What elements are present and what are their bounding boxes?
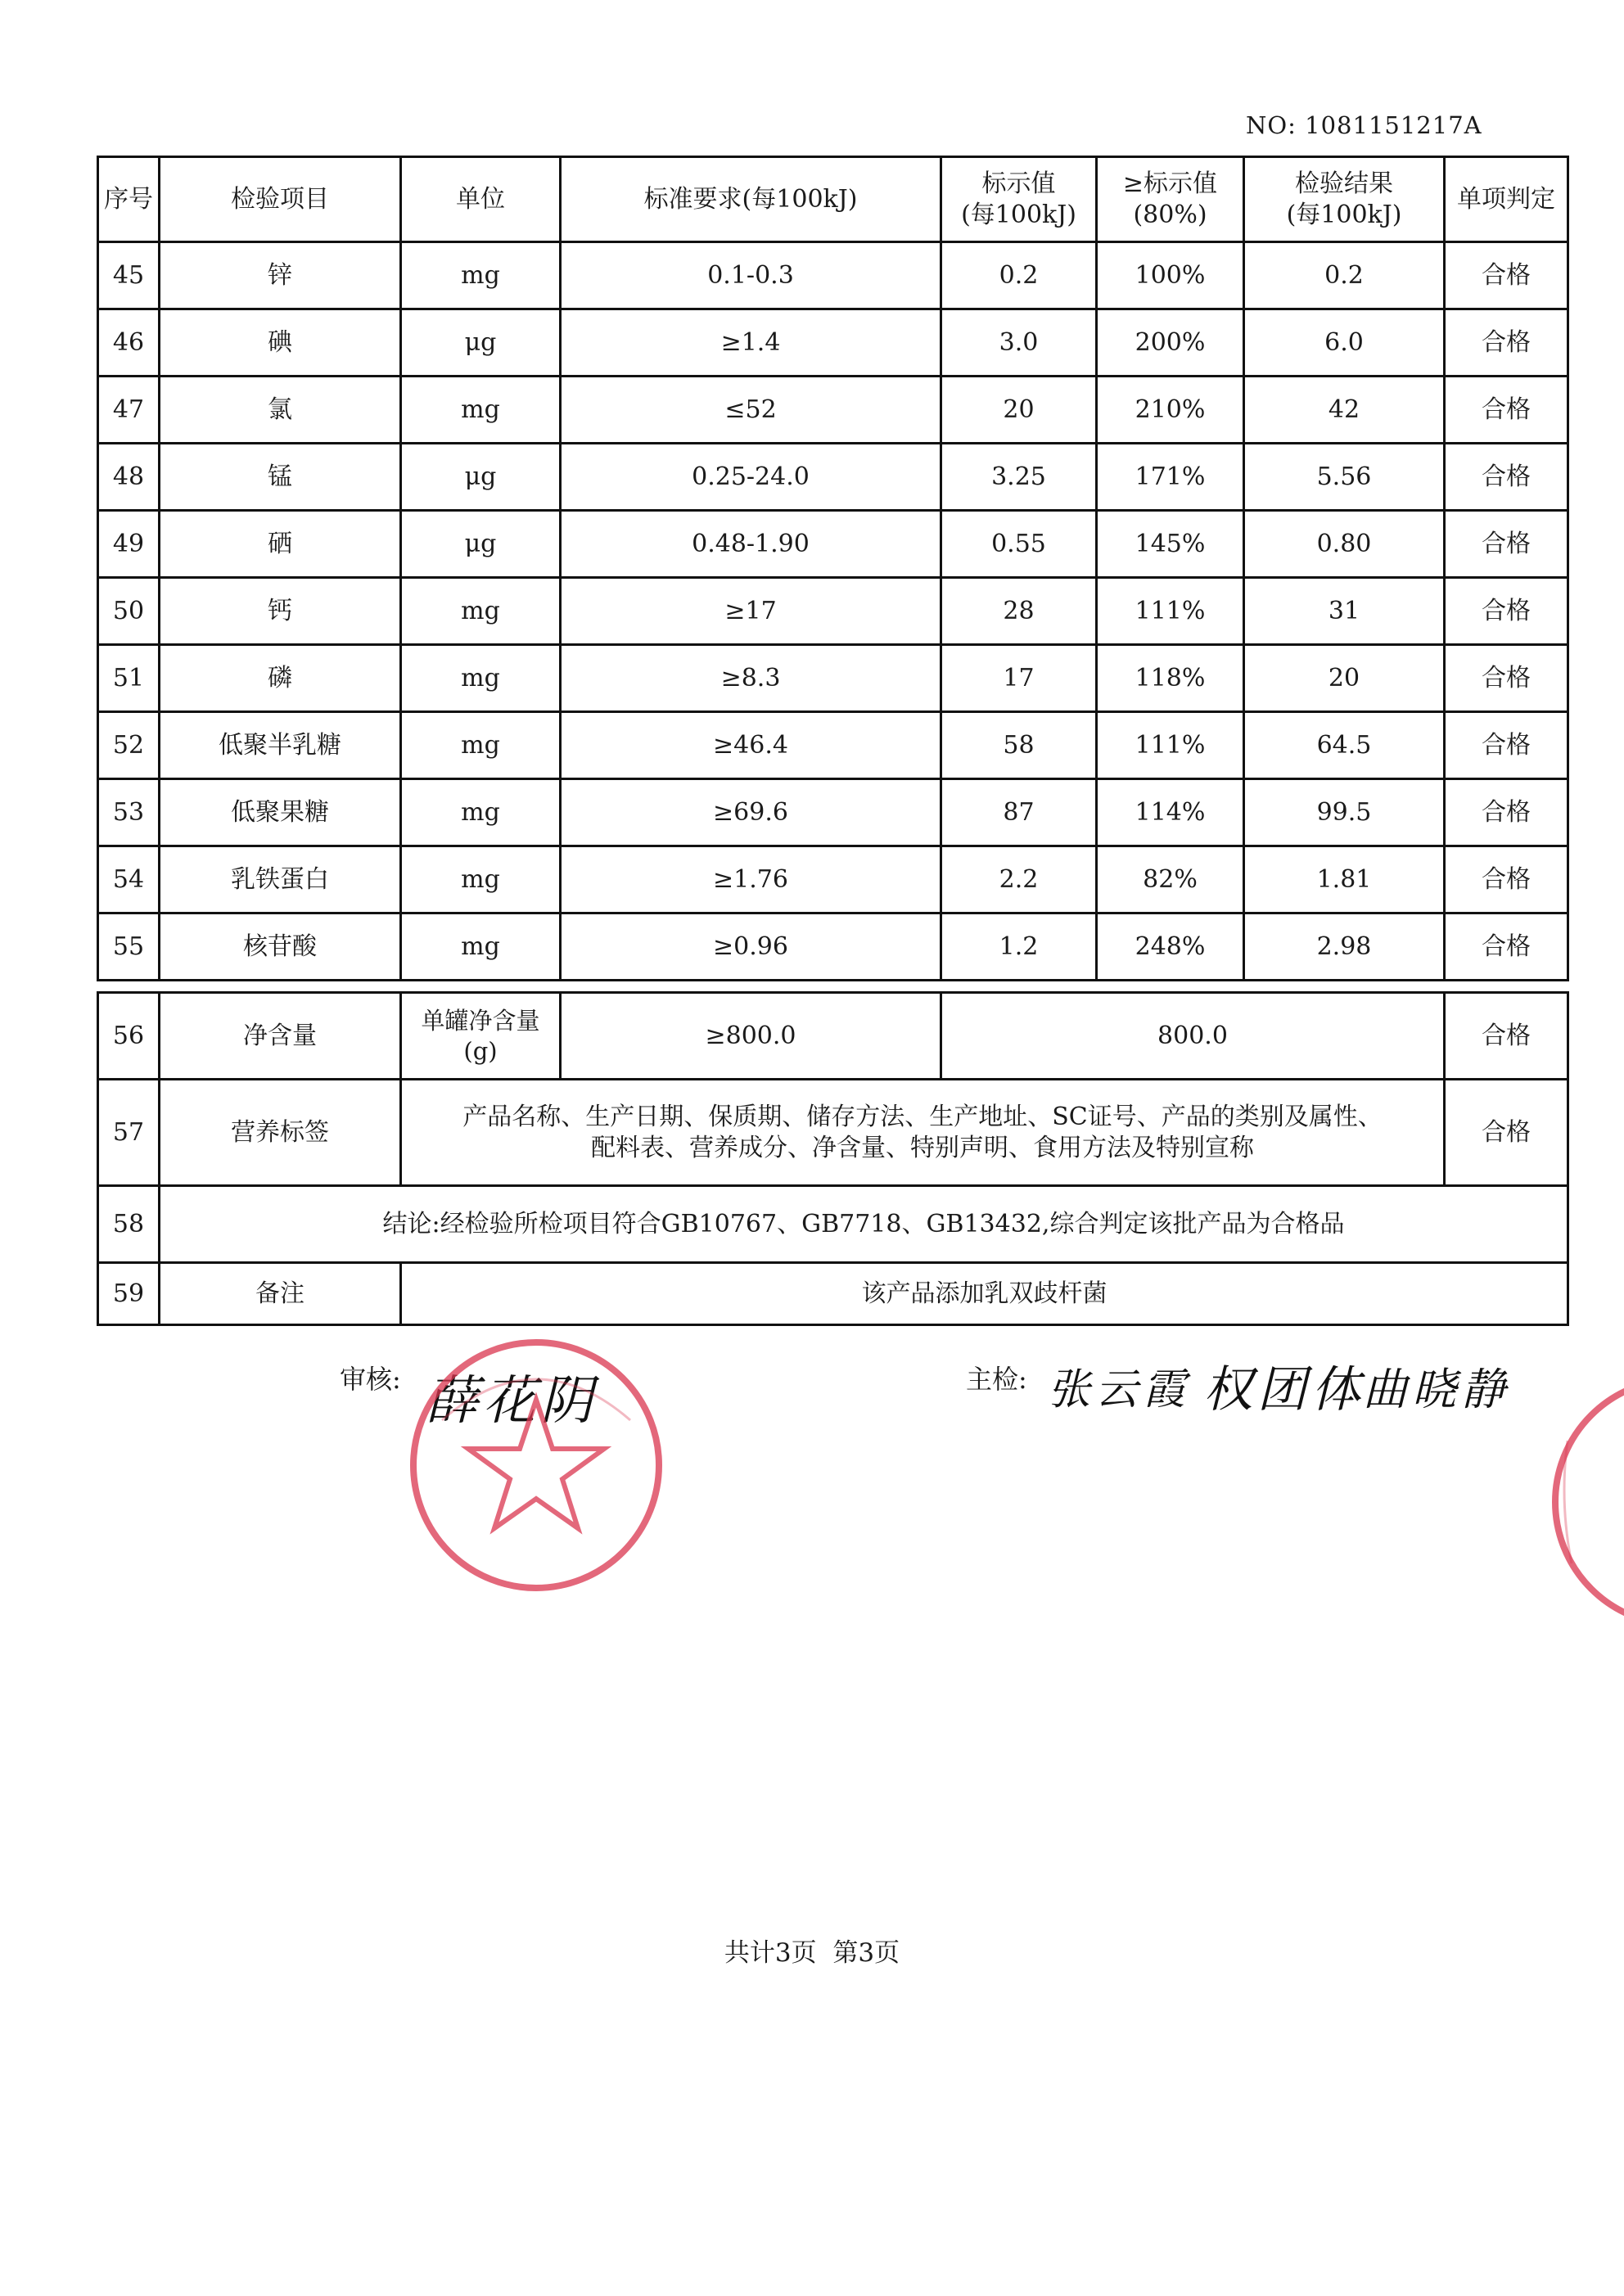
cell-standard: ≥8.3 [561, 645, 941, 712]
table-row [98, 712, 1568, 779]
cell-seq: 52 [98, 712, 160, 779]
cell-pct: 100% [1097, 242, 1244, 309]
cell-label-value: 58 [941, 712, 1097, 779]
cell-label-value: 28 [941, 578, 1097, 645]
cell-verdict: 合格 [1445, 578, 1568, 645]
cell-pct: 248% [1097, 913, 1244, 981]
table-row [98, 511, 1568, 578]
inspector-signature-2: 权团体 [1203, 1361, 1365, 1419]
cell-verdict: 合格 [1445, 1080, 1568, 1186]
cell-result: 1.81 [1244, 846, 1445, 913]
cell-label-value: 17 [941, 645, 1097, 712]
cell-verdict: 合格 [1445, 779, 1568, 846]
cell-unit: μg [401, 444, 561, 511]
inspector-signature-3: 曲晓静 [1363, 1364, 1510, 1415]
cell-pct: 111% [1097, 712, 1244, 779]
cell-item: 备注 [160, 1263, 401, 1325]
cell-seq: 50 [98, 578, 160, 645]
cell-item: 硒 [160, 511, 401, 578]
cell-seq: 48 [98, 444, 160, 511]
cell-item: 锌 [160, 242, 401, 309]
inspection-table [97, 156, 1569, 1326]
cell-remark: 该产品添加乳双歧杆菌 [401, 1263, 1568, 1325]
cell-unit: μg [401, 511, 561, 578]
cell-unit: mg [401, 242, 561, 309]
inspector-label: 主检: [966, 1364, 1027, 1395]
inspector-signature-1: 张云霞 [1048, 1365, 1191, 1414]
cell-result: 5.56 [1244, 444, 1445, 511]
cell-result: 99.5 [1244, 779, 1445, 846]
cell-seq: 56 [98, 993, 160, 1080]
company-seal-stamp [385, 1322, 688, 1592]
header-pct: ≥标示值 (80%) [1097, 157, 1244, 242]
cell-unit: μg [401, 309, 561, 377]
cell-standard: ≥46.4 [561, 712, 941, 779]
reviewer-label: 审核: [340, 1364, 401, 1395]
cell-seq: 54 [98, 846, 160, 913]
cell-seq: 55 [98, 913, 160, 981]
cell-verdict: 合格 [1445, 309, 1568, 377]
net-content-row [98, 993, 1568, 1080]
cell-pct: 111% [1097, 578, 1244, 645]
header-unit: 单位 [401, 157, 561, 242]
cell-verdict: 合格 [1445, 645, 1568, 712]
cell-unit: mg [401, 377, 561, 444]
cell-unit: 单罐净含量 (g) [401, 993, 561, 1080]
cell-result: 42 [1244, 377, 1445, 444]
cell-pct: 82% [1097, 846, 1244, 913]
cell-standard: ≥1.4 [561, 309, 941, 377]
page-footer: 共计3页 第3页 [724, 1938, 900, 1968]
table-row [98, 444, 1568, 511]
cell-pct: 171% [1097, 444, 1244, 511]
cell-standard: ≤52 [561, 377, 941, 444]
cell-item: 锰 [160, 444, 401, 511]
cell-conclusion: 结论:经检验所检项目符合GB10767、GB7718、GB13432,综合判定该批产品为合格品 [160, 1186, 1568, 1263]
remark-row [98, 1263, 1568, 1325]
table-row [98, 578, 1568, 645]
cell-item: 低聚半乳糖 [160, 712, 401, 779]
cell-item: 净含量 [160, 993, 401, 1080]
cell-seq: 51 [98, 645, 160, 712]
table-row [98, 309, 1568, 377]
cell-result: 64.5 [1244, 712, 1445, 779]
table-row [98, 377, 1568, 444]
cell-unit: mg [401, 846, 561, 913]
cell-unit: mg [401, 712, 561, 779]
cell-pct: 114% [1097, 779, 1244, 846]
cell-result: 2.98 [1244, 913, 1445, 981]
conclusion-row [98, 1186, 1568, 1263]
cell-verdict: 合格 [1445, 242, 1568, 309]
company-seal-stamp-edge [1535, 1367, 1624, 1653]
cell-item: 钙 [160, 578, 401, 645]
cell-item: 碘 [160, 309, 401, 377]
table-row [98, 846, 1568, 913]
cell-unit: mg [401, 779, 561, 846]
cell-result: 800.0 [941, 993, 1445, 1080]
cell-seq: 53 [98, 779, 160, 846]
cell-standard: ≥69.6 [561, 779, 941, 846]
cell-item: 低聚果糖 [160, 779, 401, 846]
table-row [98, 913, 1568, 981]
cell-result: 31 [1244, 578, 1445, 645]
cell-label-value: 2.2 [941, 846, 1097, 913]
cell-standard: ≥0.96 [561, 913, 941, 981]
cell-seq: 58 [98, 1186, 160, 1263]
cell-result: 20 [1244, 645, 1445, 712]
header-item: 检验项目 [160, 157, 401, 242]
cell-seq: 45 [98, 242, 160, 309]
cell-result: 6.0 [1244, 309, 1445, 377]
cell-pct: 210% [1097, 377, 1244, 444]
cell-seq: 49 [98, 511, 160, 578]
cell-seq: 59 [98, 1263, 160, 1325]
cell-verdict: 合格 [1445, 913, 1568, 981]
cell-verdict: 合格 [1445, 511, 1568, 578]
cell-seq: 57 [98, 1080, 160, 1186]
table-gap [98, 981, 1568, 993]
cell-verdict: 合格 [1445, 444, 1568, 511]
cell-standard: ≥800.0 [561, 993, 941, 1080]
cell-verdict: 合格 [1445, 846, 1568, 913]
gap-cell [98, 981, 1568, 993]
cell-item: 核苷酸 [160, 913, 401, 981]
table-row [98, 779, 1568, 846]
cell-label-value: 0.2 [941, 242, 1097, 309]
cell-item: 乳铁蛋白 [160, 846, 401, 913]
report-number: NO: 1081151217A [1246, 111, 1482, 139]
header-label-value: 标示值 (每100kJ) [941, 157, 1097, 242]
cell-item: 氯 [160, 377, 401, 444]
cell-label-value: 87 [941, 779, 1097, 846]
cell-item: 营养标签 [160, 1080, 401, 1186]
cell-seq: 46 [98, 309, 160, 377]
cell-label-value: 0.55 [941, 511, 1097, 578]
cell-unit: mg [401, 645, 561, 712]
cell-label-value: 3.25 [941, 444, 1097, 511]
header-standard: 标准要求(每100kJ) [561, 157, 941, 242]
cell-unit: mg [401, 578, 561, 645]
header-seq: 序号 [98, 157, 160, 242]
cell-label-content: 产品名称、生产日期、保质期、储存方法、生产地址、SC证号、产品的类别及属性、 配料表、营养成分、净含量、特别声明、食用方法及特别宣称 [401, 1080, 1445, 1186]
table-row [98, 242, 1568, 309]
cell-pct: 118% [1097, 645, 1244, 712]
cell-label-value: 20 [941, 377, 1097, 444]
nutrition-label-row [98, 1080, 1568, 1186]
cell-pct: 200% [1097, 309, 1244, 377]
cell-standard: ≥17 [561, 578, 941, 645]
reviewer-signature: 薛花阴 [426, 1371, 598, 1432]
cell-standard: 0.48-1.90 [561, 511, 941, 578]
cell-pct: 145% [1097, 511, 1244, 578]
header-verdict: 单项判定 [1445, 157, 1568, 242]
table-header-row [98, 157, 1568, 242]
cell-result: 0.2 [1244, 242, 1445, 309]
cell-verdict: 合格 [1445, 712, 1568, 779]
cell-standard: ≥1.76 [561, 846, 941, 913]
cell-seq: 47 [98, 377, 160, 444]
cell-standard: 0.1-0.3 [561, 242, 941, 309]
cell-result: 0.80 [1244, 511, 1445, 578]
header-result: 检验结果 (每100kJ) [1244, 157, 1445, 242]
cell-standard: 0.25-24.0 [561, 444, 941, 511]
cell-unit: mg [401, 913, 561, 981]
cell-item: 磷 [160, 645, 401, 712]
cell-verdict: 合格 [1445, 993, 1568, 1080]
cell-label-value: 1.2 [941, 913, 1097, 981]
table-row [98, 645, 1568, 712]
cell-label-value: 3.0 [941, 309, 1097, 377]
cell-verdict: 合格 [1445, 377, 1568, 444]
